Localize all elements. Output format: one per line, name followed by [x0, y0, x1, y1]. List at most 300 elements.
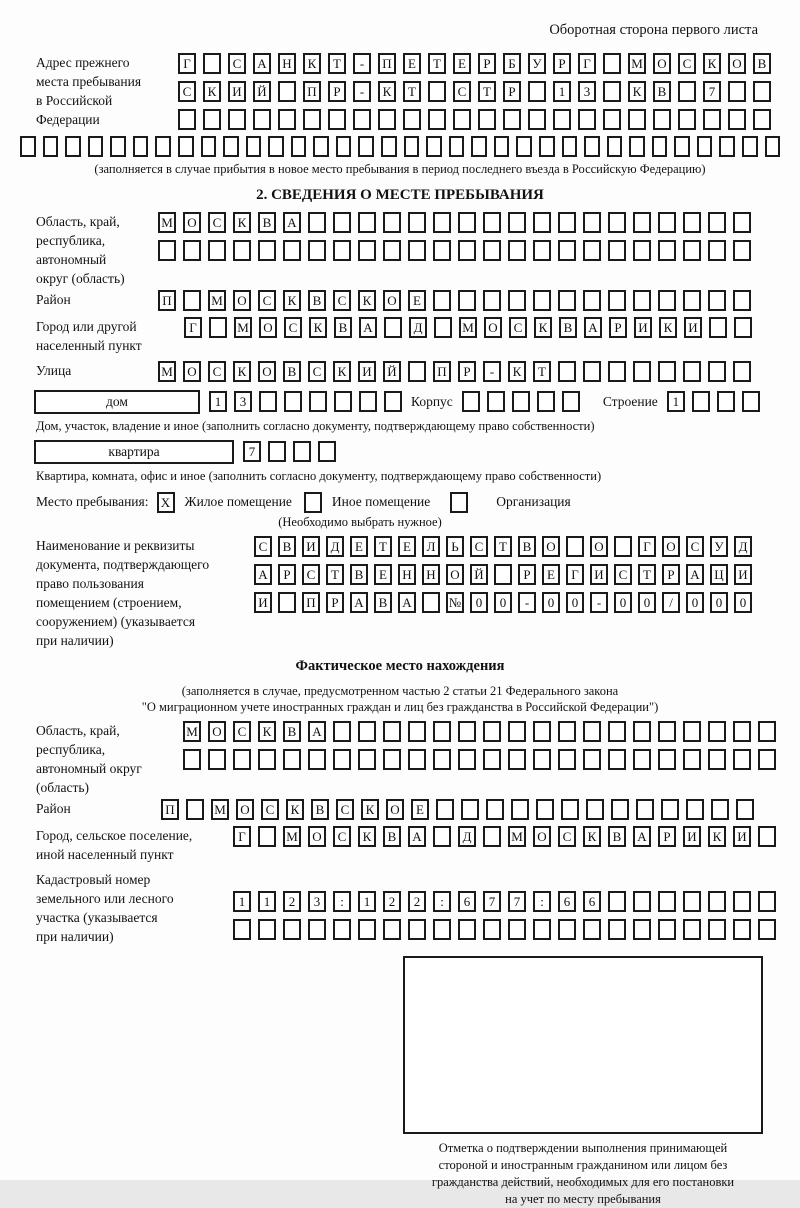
char-box[interactable] [508, 749, 526, 770]
char-box[interactable] [765, 136, 781, 157]
char-box[interactable]: 0 [734, 592, 752, 613]
char-box[interactable] [558, 919, 576, 940]
char-box[interactable]: В [653, 81, 671, 102]
char-box[interactable]: Р [553, 53, 571, 74]
char-box[interactable]: В [334, 317, 352, 338]
char-box[interactable] [381, 136, 397, 157]
char-box[interactable] [583, 212, 601, 233]
char-box[interactable] [309, 391, 327, 412]
char-box[interactable]: 7 [243, 441, 261, 462]
char-box[interactable]: К [378, 81, 396, 102]
char-box[interactable]: Р [609, 317, 627, 338]
char-box[interactable]: - [483, 361, 501, 382]
apartment-field-label[interactable]: квартира [34, 440, 234, 464]
char-box[interactable] [258, 240, 276, 261]
char-box[interactable]: О [308, 826, 326, 847]
char-box[interactable]: С [336, 799, 354, 820]
char-box[interactable] [483, 290, 501, 311]
char-box[interactable]: П [433, 361, 451, 382]
char-box[interactable]: № [446, 592, 464, 613]
char-box[interactable] [742, 391, 760, 412]
char-box[interactable] [433, 721, 451, 742]
char-box[interactable]: О [233, 290, 251, 311]
char-box[interactable] [608, 361, 626, 382]
char-box[interactable]: С [678, 53, 696, 74]
char-box[interactable]: К [703, 53, 721, 74]
char-box[interactable] [278, 81, 296, 102]
char-box[interactable] [208, 240, 226, 261]
char-box[interactable] [20, 136, 36, 157]
char-box[interactable] [223, 136, 239, 157]
char-box[interactable]: А [686, 564, 704, 585]
char-box[interactable] [674, 136, 690, 157]
char-box[interactable]: Р [503, 81, 521, 102]
char-box[interactable]: В [559, 317, 577, 338]
char-box[interactable] [478, 109, 496, 130]
char-box[interactable]: Т [638, 564, 656, 585]
char-box[interactable] [308, 919, 326, 940]
char-box[interactable] [313, 136, 329, 157]
char-box[interactable]: О [590, 536, 608, 557]
char-box[interactable]: Н [278, 53, 296, 74]
char-box[interactable] [486, 799, 504, 820]
char-box[interactable]: М [158, 212, 176, 233]
char-box[interactable]: К [628, 81, 646, 102]
char-box[interactable] [558, 212, 576, 233]
char-box[interactable] [209, 317, 227, 338]
char-box[interactable] [318, 441, 336, 462]
char-box[interactable] [358, 749, 376, 770]
char-box[interactable]: С [261, 799, 279, 820]
char-box[interactable]: Р [326, 592, 344, 613]
char-box[interactable] [358, 136, 374, 157]
stay-option-residential-checkbox[interactable]: X [157, 492, 175, 513]
char-box[interactable] [533, 721, 551, 742]
char-box[interactable] [358, 721, 376, 742]
char-box[interactable] [586, 799, 604, 820]
char-box[interactable] [259, 391, 277, 412]
char-box[interactable] [283, 749, 301, 770]
char-box[interactable] [408, 361, 426, 382]
char-box[interactable] [183, 749, 201, 770]
char-box[interactable]: С [302, 564, 320, 585]
char-box[interactable] [758, 891, 776, 912]
char-box[interactable] [607, 136, 623, 157]
char-box[interactable]: Ц [710, 564, 728, 585]
char-box[interactable]: Ь [446, 536, 464, 557]
char-box[interactable]: К [286, 799, 304, 820]
char-box[interactable] [578, 109, 596, 130]
char-box[interactable] [203, 53, 221, 74]
char-box[interactable] [709, 317, 727, 338]
char-box[interactable] [422, 592, 440, 613]
char-box[interactable]: П [303, 81, 321, 102]
char-box[interactable] [508, 919, 526, 940]
char-box[interactable]: О [446, 564, 464, 585]
char-box[interactable]: Д [409, 317, 427, 338]
char-box[interactable]: - [353, 81, 371, 102]
char-box[interactable] [133, 136, 149, 157]
char-box[interactable]: К [283, 290, 301, 311]
char-box[interactable]: С [453, 81, 471, 102]
char-box[interactable]: У [528, 53, 546, 74]
char-box[interactable] [533, 212, 551, 233]
char-box[interactable] [183, 290, 201, 311]
char-box[interactable] [758, 749, 776, 770]
char-box[interactable] [378, 109, 396, 130]
char-box[interactable] [742, 136, 758, 157]
char-box[interactable]: С [233, 721, 251, 742]
char-box[interactable] [583, 919, 601, 940]
char-box[interactable]: 3 [308, 891, 326, 912]
char-box[interactable]: 1 [258, 891, 276, 912]
char-box[interactable] [494, 136, 510, 157]
char-box[interactable]: М [183, 721, 201, 742]
char-box[interactable]: П [158, 290, 176, 311]
char-box[interactable]: Й [253, 81, 271, 102]
char-box[interactable] [203, 109, 221, 130]
char-box[interactable] [708, 212, 726, 233]
char-box[interactable]: О [662, 536, 680, 557]
char-box[interactable] [683, 361, 701, 382]
char-box[interactable] [628, 109, 646, 130]
char-box[interactable]: О [653, 53, 671, 74]
char-box[interactable] [683, 891, 701, 912]
char-box[interactable] [566, 536, 584, 557]
char-box[interactable] [736, 799, 754, 820]
char-box[interactable]: Г [638, 536, 656, 557]
char-box[interactable]: К [333, 361, 351, 382]
char-box[interactable] [633, 749, 651, 770]
char-box[interactable] [512, 391, 530, 412]
char-box[interactable]: 1 [667, 391, 685, 412]
char-box[interactable] [658, 240, 676, 261]
char-box[interactable] [603, 53, 621, 74]
char-box[interactable]: К [303, 53, 321, 74]
char-box[interactable] [733, 290, 751, 311]
char-box[interactable] [449, 136, 465, 157]
char-box[interactable] [483, 826, 501, 847]
char-box[interactable] [383, 749, 401, 770]
char-box[interactable]: Г [578, 53, 596, 74]
char-box[interactable]: С [614, 564, 632, 585]
char-box[interactable]: И [634, 317, 652, 338]
char-box[interactable]: 6 [458, 891, 476, 912]
char-box[interactable] [536, 799, 554, 820]
char-box[interactable] [708, 240, 726, 261]
char-box[interactable] [233, 240, 251, 261]
char-box[interactable] [43, 136, 59, 157]
char-box[interactable]: - [590, 592, 608, 613]
char-box[interactable] [333, 749, 351, 770]
char-box[interactable]: В [518, 536, 536, 557]
char-box[interactable] [562, 391, 580, 412]
char-box[interactable]: : [333, 891, 351, 912]
char-box[interactable]: / [662, 592, 680, 613]
char-box[interactable]: О [484, 317, 502, 338]
char-box[interactable] [508, 212, 526, 233]
char-box[interactable]: Е [398, 536, 416, 557]
char-box[interactable] [208, 749, 226, 770]
char-box[interactable]: Т [428, 53, 446, 74]
char-box[interactable] [110, 136, 126, 157]
char-box[interactable] [458, 240, 476, 261]
char-box[interactable] [583, 290, 601, 311]
char-box[interactable] [508, 290, 526, 311]
char-box[interactable]: В [283, 361, 301, 382]
char-box[interactable] [516, 136, 532, 157]
char-box[interactable]: К [258, 721, 276, 742]
char-box[interactable] [608, 721, 626, 742]
char-box[interactable] [533, 240, 551, 261]
char-box[interactable] [658, 361, 676, 382]
char-box[interactable]: В [753, 53, 771, 74]
char-box[interactable] [692, 391, 710, 412]
char-box[interactable] [583, 721, 601, 742]
char-box[interactable] [233, 749, 251, 770]
char-box[interactable]: М [459, 317, 477, 338]
char-box[interactable] [633, 891, 651, 912]
char-box[interactable] [633, 240, 651, 261]
char-box[interactable] [384, 391, 402, 412]
char-box[interactable]: О [383, 290, 401, 311]
char-box[interactable] [708, 749, 726, 770]
char-box[interactable] [708, 891, 726, 912]
char-box[interactable]: А [408, 826, 426, 847]
char-box[interactable]: И [302, 536, 320, 557]
char-box[interactable] [328, 109, 346, 130]
char-box[interactable] [508, 721, 526, 742]
char-box[interactable]: С [308, 361, 326, 382]
char-box[interactable] [433, 749, 451, 770]
char-box[interactable] [703, 109, 721, 130]
char-box[interactable]: О [728, 53, 746, 74]
char-box[interactable]: С [558, 826, 576, 847]
char-box[interactable] [178, 136, 194, 157]
char-box[interactable] [678, 109, 696, 130]
char-box[interactable] [678, 81, 696, 102]
char-box[interactable]: И [358, 361, 376, 382]
char-box[interactable] [258, 749, 276, 770]
char-box[interactable]: : [533, 891, 551, 912]
char-box[interactable] [558, 290, 576, 311]
char-box[interactable]: О [259, 317, 277, 338]
char-box[interactable]: О [183, 212, 201, 233]
char-box[interactable] [608, 891, 626, 912]
char-box[interactable] [471, 136, 487, 157]
char-box[interactable] [633, 361, 651, 382]
char-box[interactable] [658, 290, 676, 311]
char-box[interactable] [186, 799, 204, 820]
char-box[interactable]: Л [422, 536, 440, 557]
char-box[interactable]: 3 [578, 81, 596, 102]
char-box[interactable]: Е [408, 290, 426, 311]
char-box[interactable]: 7 [483, 891, 501, 912]
char-box[interactable] [65, 136, 81, 157]
char-box[interactable] [383, 212, 401, 233]
char-box[interactable]: К [508, 361, 526, 382]
char-box[interactable] [333, 212, 351, 233]
char-box[interactable]: 0 [710, 592, 728, 613]
char-box[interactable]: К [233, 361, 251, 382]
char-box[interactable]: О [542, 536, 560, 557]
char-box[interactable] [533, 749, 551, 770]
char-box[interactable] [528, 109, 546, 130]
char-box[interactable] [308, 212, 326, 233]
char-box[interactable] [436, 799, 454, 820]
char-box[interactable]: Т [478, 81, 496, 102]
char-box[interactable]: 0 [542, 592, 560, 613]
char-box[interactable]: С [208, 361, 226, 382]
char-box[interactable]: С [208, 212, 226, 233]
char-box[interactable] [408, 240, 426, 261]
char-box[interactable] [458, 290, 476, 311]
char-box[interactable] [758, 721, 776, 742]
char-box[interactable] [537, 391, 555, 412]
char-box[interactable] [458, 919, 476, 940]
char-box[interactable]: А [253, 53, 271, 74]
char-box[interactable]: А [633, 826, 651, 847]
char-box[interactable] [708, 290, 726, 311]
char-box[interactable] [336, 136, 352, 157]
char-box[interactable] [608, 919, 626, 940]
char-box[interactable] [528, 81, 546, 102]
char-box[interactable]: 1 [358, 891, 376, 912]
char-box[interactable] [483, 240, 501, 261]
char-box[interactable] [408, 212, 426, 233]
char-box[interactable] [458, 212, 476, 233]
char-box[interactable] [268, 136, 284, 157]
char-box[interactable] [246, 136, 262, 157]
char-box[interactable]: Н [398, 564, 416, 585]
char-box[interactable]: 1 [553, 81, 571, 102]
char-box[interactable]: Е [374, 564, 392, 585]
char-box[interactable]: О [236, 799, 254, 820]
char-box[interactable]: 0 [614, 592, 632, 613]
char-box[interactable] [608, 290, 626, 311]
char-box[interactable] [308, 240, 326, 261]
char-box[interactable]: И [683, 826, 701, 847]
char-box[interactable]: К [358, 826, 376, 847]
char-box[interactable]: Б [503, 53, 521, 74]
char-box[interactable] [583, 361, 601, 382]
char-box[interactable] [483, 749, 501, 770]
char-box[interactable]: Р [518, 564, 536, 585]
char-box[interactable]: И [684, 317, 702, 338]
char-box[interactable]: Т [326, 564, 344, 585]
char-box[interactable]: А [254, 564, 272, 585]
char-box[interactable]: М [211, 799, 229, 820]
char-box[interactable]: М [283, 826, 301, 847]
char-box[interactable]: 2 [383, 891, 401, 912]
char-box[interactable]: В [308, 290, 326, 311]
char-box[interactable] [733, 361, 751, 382]
char-box[interactable] [201, 136, 217, 157]
char-box[interactable] [558, 749, 576, 770]
char-box[interactable]: 3 [234, 391, 252, 412]
char-box[interactable]: П [378, 53, 396, 74]
char-box[interactable] [408, 749, 426, 770]
char-box[interactable]: 0 [638, 592, 656, 613]
char-box[interactable]: С [178, 81, 196, 102]
char-box[interactable] [658, 212, 676, 233]
char-box[interactable]: 7 [508, 891, 526, 912]
char-box[interactable] [494, 564, 512, 585]
char-box[interactable]: Г [233, 826, 251, 847]
char-box[interactable]: Р [658, 826, 676, 847]
char-box[interactable]: Т [374, 536, 392, 557]
char-box[interactable]: Р [328, 81, 346, 102]
char-box[interactable] [533, 290, 551, 311]
char-box[interactable]: 0 [494, 592, 512, 613]
char-box[interactable]: - [353, 53, 371, 74]
char-box[interactable]: Т [328, 53, 346, 74]
char-box[interactable]: Е [453, 53, 471, 74]
char-box[interactable] [661, 799, 679, 820]
char-box[interactable] [293, 441, 311, 462]
char-box[interactable] [483, 919, 501, 940]
char-box[interactable] [258, 919, 276, 940]
char-box[interactable] [458, 721, 476, 742]
char-box[interactable]: К [233, 212, 251, 233]
char-box[interactable]: 7 [703, 81, 721, 102]
char-box[interactable] [503, 109, 521, 130]
char-box[interactable]: С [333, 290, 351, 311]
char-box[interactable] [711, 799, 729, 820]
stay-option-organization-checkbox[interactable] [450, 492, 468, 513]
char-box[interactable]: 0 [566, 592, 584, 613]
char-box[interactable]: 0 [686, 592, 704, 613]
char-box[interactable] [633, 290, 651, 311]
char-box[interactable] [733, 891, 751, 912]
char-box[interactable]: Р [478, 53, 496, 74]
char-box[interactable] [308, 749, 326, 770]
char-box[interactable] [183, 240, 201, 261]
char-box[interactable]: К [358, 290, 376, 311]
char-box[interactable]: 2 [408, 891, 426, 912]
char-box[interactable] [359, 391, 377, 412]
char-box[interactable]: В [311, 799, 329, 820]
char-box[interactable] [383, 919, 401, 940]
char-box[interactable] [453, 109, 471, 130]
char-box[interactable]: В [608, 826, 626, 847]
char-box[interactable]: Н [422, 564, 440, 585]
char-box[interactable]: П [302, 592, 320, 613]
char-box[interactable] [708, 361, 726, 382]
char-box[interactable] [708, 919, 726, 940]
char-box[interactable] [461, 799, 479, 820]
char-box[interactable]: И [254, 592, 272, 613]
char-box[interactable] [583, 240, 601, 261]
char-box[interactable] [258, 826, 276, 847]
char-box[interactable] [683, 212, 701, 233]
char-box[interactable]: И [590, 564, 608, 585]
char-box[interactable] [433, 212, 451, 233]
char-box[interactable]: Г [566, 564, 584, 585]
char-box[interactable] [433, 826, 451, 847]
char-box[interactable] [614, 536, 632, 557]
char-box[interactable] [284, 391, 302, 412]
char-box[interactable]: С [470, 536, 488, 557]
char-box[interactable]: С [509, 317, 527, 338]
char-box[interactable]: В [374, 592, 392, 613]
char-box[interactable] [433, 919, 451, 940]
char-box[interactable] [487, 391, 505, 412]
confirmation-mark-box[interactable] [403, 956, 763, 1134]
char-box[interactable] [584, 136, 600, 157]
char-box[interactable] [728, 109, 746, 130]
char-box[interactable] [511, 799, 529, 820]
